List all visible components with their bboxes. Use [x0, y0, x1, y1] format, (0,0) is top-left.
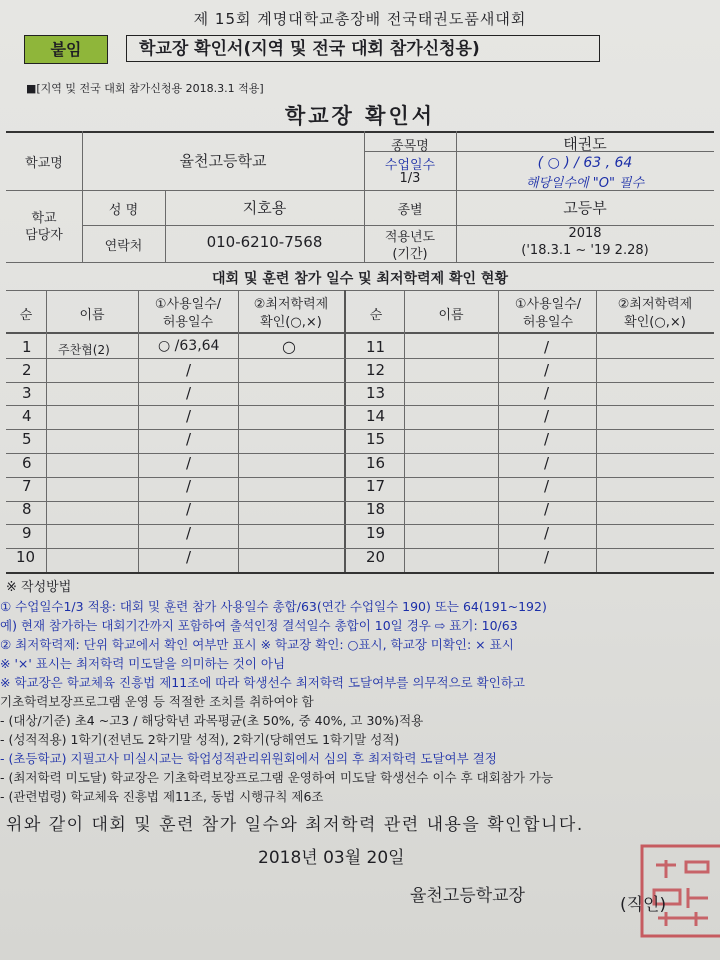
header-name-right: 이름: [438, 308, 464, 323]
certificate-title: 학교장 확인서: [284, 104, 436, 128]
year-period-label: (기간): [392, 247, 428, 262]
table-row-number: 5: [22, 430, 32, 448]
table-row-number: 10: [16, 548, 36, 566]
table-row-days: /: [544, 524, 550, 542]
attachment-badge: 붙임: [24, 35, 108, 64]
manager-label-2: 담당자: [25, 228, 63, 243]
manager-label: 학교: [31, 211, 57, 226]
table-row-number: 18: [366, 500, 386, 518]
year-label: 적용년도: [384, 230, 436, 245]
year-value: 2018: [568, 226, 602, 241]
days-value: ( ○ ) / 63 , 64: [537, 155, 633, 171]
header-minimum-right: ②최저학력제: [617, 297, 693, 312]
table-title: 대회 및 훈련 참가 일수 및 최저학력제 확인 현황: [212, 271, 508, 287]
table-row-number: 17: [366, 477, 386, 495]
divider: [404, 290, 405, 572]
instruction-line: - (초등학교) 지필고사 미실시교는 학업성적관리위원회에서 심의 후 최저학력 도달여부 결정: [0, 751, 497, 766]
table-row-confirm: ○: [282, 337, 296, 356]
table-row-number: 1: [22, 338, 32, 356]
category-value: 고등부: [563, 199, 607, 217]
table-row-days: /: [186, 500, 192, 518]
seal-label: (직인): [620, 895, 667, 915]
row-divider: [6, 501, 714, 502]
table-row-days: /: [186, 384, 192, 402]
table-row-number: 7: [22, 477, 32, 495]
instruction-line: ※ 학교장은 학교체육 진흥법 제11조에 따라 학생선수 최저학력 도달여부를 의무적으로 확인하고: [0, 675, 525, 690]
school-name: 율천고등학교: [179, 152, 267, 170]
instruction-line: ① 수업일수1/3 적용: 대회 및 훈련 참가 사용일수 총합/63(연간 수업일수 190) 또는 64(191~192): [0, 599, 547, 614]
table-row-number: 3: [22, 384, 32, 402]
table-row-days: /: [544, 548, 550, 566]
table-row-days: /: [186, 548, 192, 566]
header-days-right-2: 허용일수: [522, 315, 574, 330]
table-row-number: 11: [366, 338, 386, 356]
header-divider: [6, 332, 714, 334]
table-row-number: 15: [366, 430, 386, 448]
event-label: 종목명: [391, 139, 429, 154]
table-row-days: /: [544, 384, 550, 402]
year-period-value: ('18.3.1 ~ '19 2.28): [521, 243, 649, 258]
divider: [46, 290, 47, 572]
table-row-days: ○ /63,64: [158, 338, 220, 354]
table-row-number: 13: [366, 384, 386, 402]
instruction-line: - (성적적용) 1학기(전년도 2학기말 성적), 2학기(당해연도 1학기말 성적): [0, 732, 400, 747]
days-ratio-label: 1/3: [399, 171, 421, 186]
header-minimum-left-2: 확인(○,×): [260, 315, 322, 330]
table-row-number: 6: [22, 454, 32, 472]
table-row-days: /: [544, 338, 550, 356]
table-row-days: /: [186, 361, 192, 379]
contact-value: 010-6210-7568: [206, 233, 323, 251]
table-row-name: 주찬협(2): [58, 343, 110, 357]
school-label: 학교명: [25, 156, 63, 171]
header-days-left-2: 허용일수: [162, 315, 214, 330]
name-label: 성 명: [108, 203, 139, 218]
header-seq-right: 순: [369, 308, 383, 323]
header-minimum-left: ②최저학력제: [253, 297, 329, 312]
category-label: 종별: [397, 203, 423, 218]
row-divider: [6, 405, 714, 406]
form-version-note: ■[지역 및 전국 대회 참가신청용 2018.3.1 적용]: [26, 82, 264, 95]
table-row-number: 19: [366, 524, 386, 542]
divider: [596, 290, 597, 572]
divider: [6, 262, 714, 263]
table-row-days: /: [186, 407, 192, 425]
instruction-line: - (관련법령) 학교체육 진흥법 제11조, 동법 시행규칙 제6조: [0, 789, 324, 804]
table-row-number: 16: [366, 454, 386, 472]
divider: [6, 290, 714, 291]
table-row-number: 9: [22, 524, 32, 542]
instruction-line: 예) 현재 참가하는 대회기간까지 포함하여 출석인정 결석일수 총합이 10일 경우 ⇨ 표기: 10/63: [0, 618, 518, 633]
row-divider: [6, 358, 714, 359]
header-days-right: ①사용일수/: [514, 297, 582, 312]
header-minimum-right-2: 확인(○,×): [624, 315, 686, 330]
event-name: 태권도: [563, 135, 607, 153]
issue-date: 2018년 03월 20일: [258, 848, 405, 868]
table-row-number: 14: [366, 407, 386, 425]
table-row-number: 20: [366, 548, 386, 566]
divider: [498, 290, 499, 572]
table-row-days: /: [544, 407, 550, 425]
divider: [344, 290, 346, 572]
document-title: 학교장 확인서(지역 및 전국 대회 참가신청용): [126, 35, 600, 62]
table-bottom-border: [6, 572, 714, 574]
row-divider: [6, 524, 714, 525]
instruction-line: ② 최저학력제: 단위 학교에서 확인 여부만 표시 ※ 학교장 확인: ○표시, 학교장 미확인: × 표시: [0, 637, 514, 652]
event-title: 제 15회 계명대학교총장배 전국태권도품새대회: [193, 10, 527, 28]
row-divider: [6, 429, 714, 430]
confirmation-statement: 위와 같이 대회 및 훈련 참가 일수와 최저학력 관련 내용을 확인합니다.: [6, 815, 584, 835]
table-row-days: /: [186, 454, 192, 472]
manager-name: 지호용: [242, 199, 287, 217]
row-divider: [6, 453, 714, 454]
header-seq-left: 순: [19, 308, 33, 323]
row-divider: [6, 477, 714, 478]
header-name-left: 이름: [79, 308, 105, 323]
table-row-days: /: [544, 430, 550, 448]
row-divider: [6, 548, 714, 549]
table-row-number: 2: [22, 361, 32, 379]
table-row-days: /: [544, 361, 550, 379]
divider: [138, 290, 139, 572]
table-row-days: /: [186, 477, 192, 495]
instruction-line: - (대상/기준) 초4 ~고3 / 해당학년 과목평균(초 50%, 중 40%, 고 30%)적용: [0, 713, 424, 728]
divider: [238, 290, 239, 572]
table-row-days: /: [186, 524, 192, 542]
principal-signature: 율천고등학교장: [410, 886, 525, 906]
table-row-number: 4: [22, 407, 32, 425]
instruction-line: 기초학력보장프로그램 운영 등 적절한 조치를 취하여야 함: [0, 694, 314, 709]
table-row-days: /: [544, 454, 550, 472]
instructions-heading: ※ 작성방법: [6, 580, 72, 595]
row-divider: [6, 382, 714, 383]
table-row-days: /: [186, 430, 192, 448]
days-label: 수업일수: [384, 158, 436, 173]
table-row-number: 12: [366, 361, 386, 379]
table-row-number: 8: [22, 500, 32, 518]
instruction-line: ※ '×' 표시는 최저학력 미도달을 의미하는 것이 아님: [0, 656, 286, 671]
contact-label: 연락처: [104, 239, 143, 254]
table-row-days: /: [544, 500, 550, 518]
instruction-line: - (최저학력 미도달) 학교장은 기초학력보장프로그램 운영하여 미도달 학생선수 이수 후 대회참가 가능: [0, 770, 554, 785]
days-note: 해당일수에 "O" 필수: [525, 176, 645, 191]
header-days-left: ①사용일수/: [154, 297, 222, 312]
table-row-days: /: [544, 477, 550, 495]
